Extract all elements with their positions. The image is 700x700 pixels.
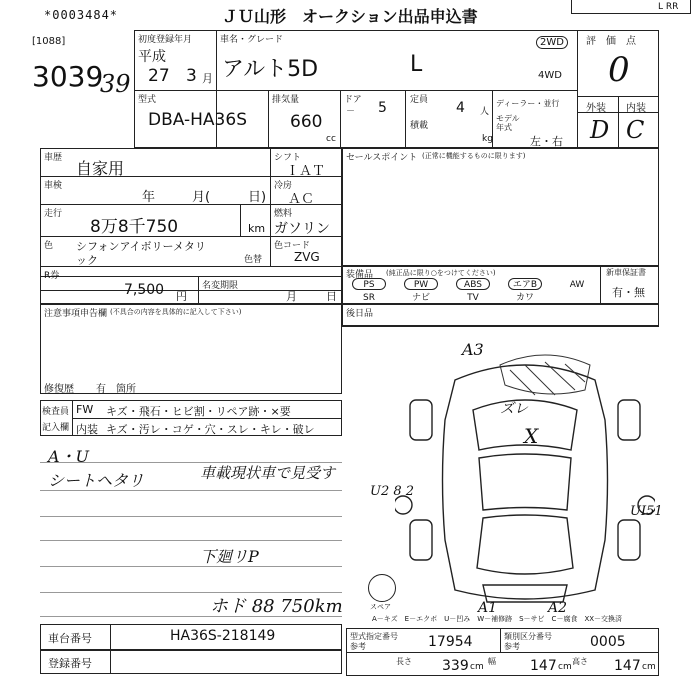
inspector-row1: キズ・飛石・ヒビ割・リペア跡・×要 xyxy=(106,405,291,418)
equip-pw: PW xyxy=(404,278,438,290)
loading-label: 積載 xyxy=(410,121,429,131)
recycle-unit: 円 xyxy=(176,290,187,303)
newcar-label: 新車保証書 xyxy=(606,268,646,277)
equip-aw: AW xyxy=(569,280,585,290)
transfer-month: 月 xyxy=(286,290,297,303)
form-title: ＪＵ山形 オークション出品申込書 xyxy=(222,7,478,26)
grade-value: 0 xyxy=(608,50,630,90)
dealer-label: ディーラー・並行 xyxy=(496,99,560,108)
color-code: ZVG xyxy=(294,250,320,264)
recycle-value: 7,500 xyxy=(124,282,165,298)
spec-width-label: 幅 xyxy=(488,657,496,666)
aircon-value: ＡＣ xyxy=(288,192,315,207)
inspection-day: 日) xyxy=(248,190,267,205)
spec-model-label: 型式指定番号 xyxy=(350,632,398,641)
car-name: アルト5D xyxy=(222,57,319,82)
shift-value: ＩＡＴ xyxy=(286,164,326,179)
exterior-label: 外装 xyxy=(586,103,606,114)
hand-a2: A2 xyxy=(548,600,568,616)
hand-zure: ズレ xyxy=(500,401,528,417)
aircon-label: 冷房 xyxy=(274,181,293,191)
doors-value: 5 xyxy=(378,100,387,116)
hand-smell: 車載現状車で見受す xyxy=(200,464,336,482)
hand-u2: U2 8 2 xyxy=(370,484,415,499)
shift-label: シフト xyxy=(274,153,302,163)
inspector-label-1: 検査員 xyxy=(42,407,70,417)
hand-ui51: UI51 xyxy=(630,504,663,519)
doors-label: ドア xyxy=(344,95,362,105)
hand-a3: A3 xyxy=(462,340,484,359)
car-diagram xyxy=(395,340,655,620)
transfer-day: 日 xyxy=(326,290,337,303)
reg-month: 3 xyxy=(186,66,197,86)
capacity-label: 定員 xyxy=(410,95,429,105)
equip-sr: SR xyxy=(363,293,375,303)
fuel-label: 燃料 xyxy=(274,209,293,219)
lot-code: [1088] xyxy=(32,36,66,47)
inspector-label-2: 記入欄 xyxy=(42,423,70,433)
mileage-value: 8万8千750 xyxy=(90,217,179,237)
loading-unit: kg xyxy=(482,134,493,144)
hand-hood: ホド 88 750km xyxy=(210,596,343,617)
inspector-row1-head: FW xyxy=(76,403,94,416)
equipment-sub: (純正品に限り○をつけてください) xyxy=(386,269,496,277)
grade-label: 評 価 点 xyxy=(586,36,636,47)
exterior-grade: D xyxy=(590,116,610,144)
spec-class-label: 類別区分番号 xyxy=(504,632,552,641)
lot-number: 3039 xyxy=(32,60,104,93)
inspection-month: 月( xyxy=(192,190,211,205)
repair-suffix: 箇所 xyxy=(116,384,136,395)
sales-box xyxy=(342,148,659,266)
history-value: 自家用 xyxy=(76,159,125,178)
inspector-row2-head: 内装 xyxy=(76,423,98,436)
interior-grade: C xyxy=(626,116,645,144)
spec-height-label: 高さ xyxy=(572,657,588,666)
rear-label: 後日品 xyxy=(346,309,374,319)
corner-mark: L RR xyxy=(658,2,679,12)
spec-length-unit: cm xyxy=(470,662,484,672)
chassis-label: 車台番号 xyxy=(48,632,92,645)
color-code-label: 色コード xyxy=(274,241,311,251)
drive-4wd: 4WD xyxy=(538,70,562,81)
drive-2wd: 2WD xyxy=(536,36,568,49)
displacement-value: 660 xyxy=(290,112,323,132)
steering: 左・右 xyxy=(530,135,563,148)
hand-x: X xyxy=(524,424,539,448)
transfer-label: 名変期限 xyxy=(202,281,239,291)
reg-month-suffix: 月 xyxy=(202,72,213,85)
spec-model-value: 17954 xyxy=(428,634,473,650)
scratch-marks xyxy=(500,355,590,395)
top-box xyxy=(134,30,659,148)
repair-label: 修復歴 xyxy=(44,384,74,395)
hand-under: 下廻リP xyxy=(200,547,259,566)
era: 平成 xyxy=(138,49,166,65)
car-label: 車名・グレード xyxy=(220,35,284,45)
reg-year: 27 xyxy=(148,66,170,86)
model-value: DBA-HA36S xyxy=(148,110,247,130)
color-label: 色 xyxy=(44,241,54,251)
inspector-row2: キズ・汚レ・コゲ・穴・スレ・キレ・破レ xyxy=(106,423,315,436)
sales-sub: (正常に機能するものに限ります) xyxy=(422,152,526,160)
color-value: シフォンアイボリーメタリ ック xyxy=(76,240,206,267)
spec-ref-1: 参考 xyxy=(350,642,366,651)
spec-height: 147 xyxy=(614,658,641,674)
damage-legend: A－キズ E－エクボ U－凹み W－補修跡 S－サビ C－腐食 XX－交換済 xyxy=(372,615,623,623)
spec-height-unit: cm xyxy=(642,662,656,672)
equip-abs: ABS xyxy=(456,278,490,290)
hand-seat: シートヘタリ xyxy=(48,471,145,490)
reg-no-label: 登録番号 xyxy=(48,657,92,670)
spec-length: 339 xyxy=(442,658,469,674)
spec-ref-2: 参考 xyxy=(504,642,520,651)
history-label: 車歴 xyxy=(44,153,63,163)
equip-navi: ナビ xyxy=(411,293,430,303)
capacity-unit: 人 xyxy=(480,107,490,117)
fuel-value: ガソリン xyxy=(274,221,330,237)
hand-au: A・U xyxy=(48,447,90,466)
model-label: 型式 xyxy=(138,95,157,105)
spare-label: スペア xyxy=(370,603,391,611)
inspection-year: 年 xyxy=(142,190,156,205)
spec-width: 147 xyxy=(530,658,557,674)
notes-sub: (不具合の内容を具体的に記入して下さい) xyxy=(110,308,242,316)
hand-a1: A1 xyxy=(478,600,498,616)
capacity-value: 4 xyxy=(456,100,465,116)
interior-label: 内装 xyxy=(626,103,646,114)
notes-label: 注意事項申告欄 xyxy=(44,309,108,319)
equip-leather: カワ xyxy=(515,293,534,303)
sales-label: セールスポイント xyxy=(346,153,418,163)
displacement-label: 排気量 xyxy=(272,95,300,105)
chassis-value: HA36S-218149 xyxy=(170,628,276,644)
inspection-label: 車検 xyxy=(44,181,63,191)
displacement-unit: cc xyxy=(326,134,336,144)
model-year-label: モデル 年式 xyxy=(496,114,520,132)
spec-length-label: 長さ xyxy=(396,657,412,666)
equip-ps: PS xyxy=(352,278,386,290)
rear-box xyxy=(342,304,659,326)
repaint-label: 色替 xyxy=(244,255,263,265)
equip-tv: TV xyxy=(467,293,479,303)
equipment-label: 装備品 xyxy=(346,270,374,280)
newcar-value: 有・無 xyxy=(612,286,645,299)
car-grade: L xyxy=(410,52,423,77)
doors-prefix: － xyxy=(346,107,356,117)
spec-width-unit: cm xyxy=(558,662,572,672)
lot-hand-note: 39 xyxy=(100,70,131,98)
spare-circle xyxy=(368,574,396,602)
recycle-label: R券 xyxy=(44,271,60,281)
equip-airbag: エアB xyxy=(508,278,542,290)
repair-value: 有 xyxy=(96,384,106,395)
serial-number: *0003484* xyxy=(44,8,119,22)
mileage-label: 走行 xyxy=(44,209,63,219)
mileage-unit: km xyxy=(248,222,266,235)
registration-label: 初度登録年月 xyxy=(138,35,193,45)
spec-class-value: 0005 xyxy=(590,634,626,650)
